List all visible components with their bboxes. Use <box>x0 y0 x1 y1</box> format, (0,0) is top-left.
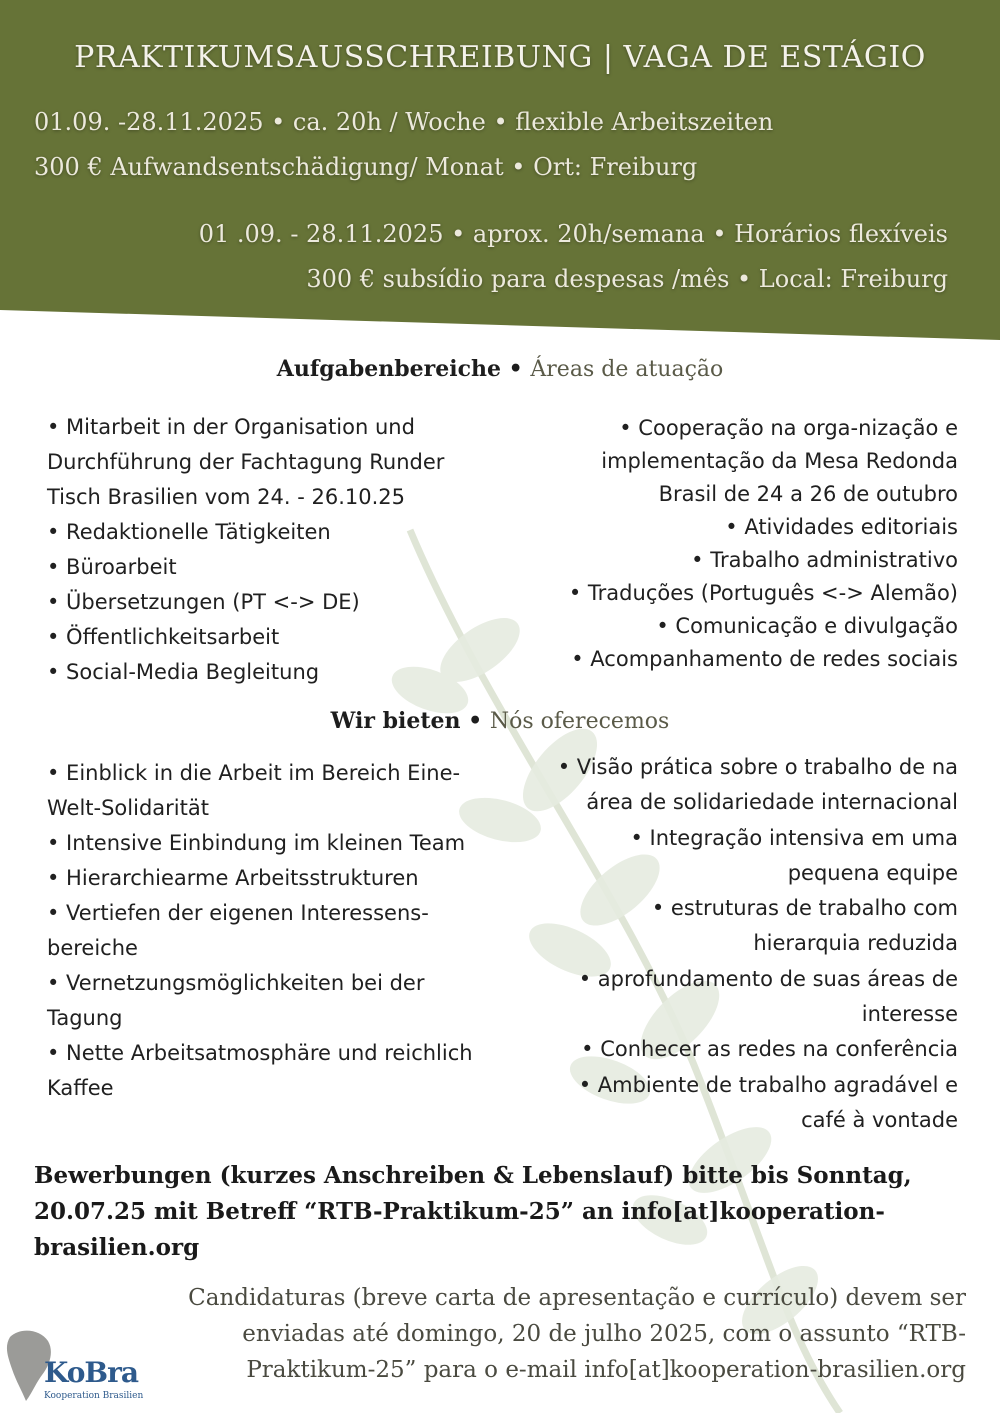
list-item: • Öffentlichkeitsarbeit <box>47 625 280 649</box>
offer-heading-de: Wir bieten <box>330 708 461 734</box>
tasks-heading-pt: Áreas de atuação <box>530 357 724 382</box>
list-item: • Visão prática sobre o trabalho de na <box>557 755 958 779</box>
list-item: • Intensive Einbindung im kleinen Team <box>47 831 466 855</box>
application-de <box>34 1158 934 1266</box>
list-item: • Trabalho administrativo <box>691 548 958 572</box>
list-item: pequena equipe <box>787 860 958 885</box>
application-pt-line: enviadas até domingo, 20 de julho 2025, com o assunto “RTB- <box>242 1321 966 1347</box>
list-item: • Hierarchiearme Arbeitsstrukturen <box>47 866 419 890</box>
logo-subtitle: Kooperation Brasilien <box>44 1391 144 1401</box>
list-item: • Ambiente de trabalho agradável e <box>578 1072 958 1097</box>
tasks-list-pt <box>518 412 958 676</box>
list-item: • Vernetzungsmöglichkeiten bei der <box>47 971 425 995</box>
offer-heading-separator: • <box>460 708 490 734</box>
list-item: • Vertiefen der eigenen Interessens- <box>47 901 429 925</box>
offer-list-pt <box>508 750 958 1138</box>
list-item: • Übersetzungen (PT <-> DE) <box>47 590 360 614</box>
list-item: Brasil de 24 a 26 de outubro <box>658 482 958 506</box>
list-item: • Einblick in die Arbeit im Bereich Eine- <box>47 761 461 785</box>
list-item: • Büroarbeit <box>47 555 177 579</box>
list-item: • Cooperação na orga-nização e <box>619 416 958 440</box>
list-item: bereiche <box>47 936 138 960</box>
tasks-list-de <box>47 410 517 690</box>
list-item: Tisch Brasilien vom 24. - 26.10.25 <box>47 485 405 509</box>
list-item: • Traduções (Português <-> Alemão) <box>568 581 958 605</box>
header-de-line-1: 01.09. -28.11.2025 • ca. 20h / Woche • flexible Arbeitszeiten <box>34 108 774 136</box>
tasks-heading-separator: • <box>501 356 531 382</box>
list-item: área de solidariedade internacional <box>586 790 958 815</box>
list-item: interesse <box>861 1002 958 1027</box>
header-de-line-2: 300 € Aufwandsentschädigung/ Monat • Ort: Freiburg <box>34 153 698 181</box>
list-item: • Comunicação e divulgação <box>656 614 958 638</box>
header-pt-line-2: 300 € subsídio para despesas /mês • Local: Freiburg <box>306 265 948 293</box>
list-item: Durchführung der Fachtagung Runder <box>47 450 445 474</box>
offer-heading <box>0 708 1000 734</box>
list-item: café à vontade <box>801 1107 958 1132</box>
offer-heading-pt: Nós oferecemos <box>489 709 670 734</box>
list-item: • estruturas de trabalho com <box>651 896 958 921</box>
list-item: • Redaktionelle Tätigkeiten <box>47 520 331 544</box>
tasks-heading-de: Aufgabenbereiche <box>276 356 502 382</box>
list-item: Welt-Solidarität <box>47 796 209 820</box>
list-item: • Atividades editoriais <box>725 515 958 539</box>
list-item: Tagung <box>47 1006 123 1030</box>
tasks-heading <box>0 356 1000 382</box>
list-item: • Conhecer as redes na conferência <box>581 1037 958 1062</box>
list-item: Kaffee <box>47 1076 114 1100</box>
list-item: implementação da Mesa Redonda <box>601 449 958 473</box>
offer-list-de <box>47 756 527 1106</box>
list-item: • Integração intensiva em uma <box>630 825 958 850</box>
application-pt-line: Candidaturas (breve carta de apresentação e currículo) devem ser <box>188 1285 966 1311</box>
application-de-line: Bewerbungen (kurzes Anschreiben & Lebenslauf) bitte bis Sonntag, <box>34 1162 912 1189</box>
header-pt-line-1: 01 .09. - 28.11.2025 • aprox. 20h/semana • Horários flexíveis <box>198 220 948 248</box>
application-pt-line: Praktikum-25” para o e-mail info[at]kooperation-brasilien.org <box>246 1357 966 1383</box>
list-item: hierarquia reduzida <box>753 931 958 956</box>
list-item: • Acompanhamento de redes sociais <box>571 647 958 671</box>
application-de-line: brasilien.org <box>34 1234 200 1261</box>
list-item: • Nette Arbeitsatmosphäre und reichlich <box>47 1041 473 1065</box>
list-item: • Social-Media Begleitung <box>47 660 320 684</box>
page-title: PRAKTIKUMSAUSSCHREIBUNG | VAGA DE ESTÁGIO <box>74 40 926 75</box>
logo-name: KoBra <box>44 1356 138 1389</box>
application-pt <box>106 1280 966 1388</box>
list-item: • Mitarbeit in der Organisation und <box>47 415 415 439</box>
list-item: • aprofundamento de suas áreas de <box>578 966 958 991</box>
application-de-line: 20.07.25 mit Betreff “RTB-Praktikum-25” an info[at]kooperation- <box>34 1198 885 1225</box>
